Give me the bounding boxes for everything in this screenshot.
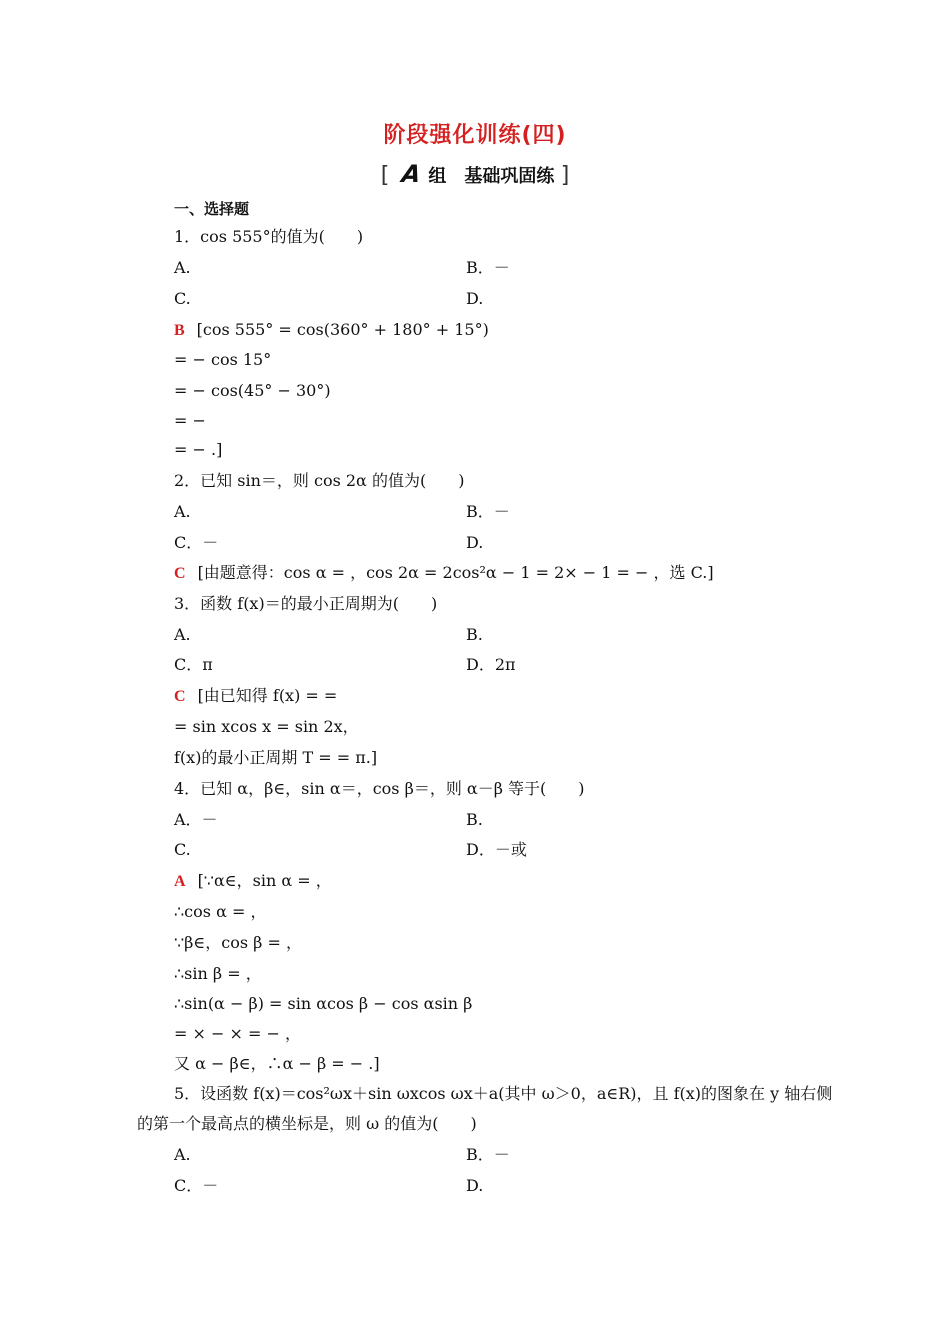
line-text: [∵α∈，sin α = ，	[197, 871, 332, 890]
text-line	[174, 902, 266, 924]
line-text: = − cos 15°	[174, 350, 272, 369]
line-text: C．－	[174, 1176, 219, 1195]
text-line	[174, 717, 359, 739]
text-line	[466, 289, 483, 311]
text-line	[174, 871, 332, 893]
answer-letter: A	[174, 873, 186, 890]
line-text: D．－或	[466, 840, 527, 859]
text-line	[174, 686, 337, 708]
line-text: B.	[466, 625, 483, 644]
line-text: 的第一个最高点的横坐标是，则 ω 的值为( )	[137, 1114, 477, 1133]
text-line	[174, 471, 464, 493]
text-line	[174, 227, 363, 249]
line-text: 又 α − β∈，∴α − β = − .]	[174, 1054, 380, 1073]
text-line	[174, 1054, 380, 1076]
line-text: = sin xcos x = sin 2x，	[174, 717, 359, 736]
line-text: A.	[174, 502, 191, 521]
bracket-right: ]	[560, 163, 570, 188]
text-line	[174, 533, 218, 555]
group-banner	[0, 160, 950, 188]
text-line	[174, 810, 218, 832]
text-line	[174, 502, 191, 524]
line-text: D.	[466, 533, 484, 552]
text-line	[174, 289, 191, 311]
answer-letter: C	[174, 565, 186, 582]
text-line	[174, 964, 262, 986]
line-text: f(x)的最小正周期 T = = π.]	[174, 748, 378, 767]
answer-letter: B	[174, 322, 185, 339]
text-line	[174, 748, 377, 770]
text-line	[466, 533, 483, 555]
text-line	[174, 440, 222, 462]
line-text: B．－	[466, 1145, 510, 1164]
text-line	[466, 502, 510, 524]
line-text: C.	[174, 840, 191, 859]
line-text: = − .]	[174, 440, 223, 459]
text-line	[174, 563, 714, 585]
text-line	[174, 994, 472, 1016]
line-text: C.	[174, 289, 191, 308]
page-title: 阶段强化训练(四)	[383, 123, 567, 148]
text-line	[466, 625, 483, 647]
line-text: B．－	[466, 258, 510, 277]
line-text: ∴cos α = ，	[174, 902, 267, 921]
text-line	[466, 258, 510, 280]
text-line	[174, 1024, 301, 1046]
line-text: D.	[466, 289, 484, 308]
line-text: 2．已知 sin＝，则 cos 2α 的值为( )	[174, 471, 465, 490]
line-text: C．－	[174, 533, 219, 552]
text-line	[466, 1145, 510, 1167]
text-line	[466, 1176, 483, 1198]
line-text: [由题意得：cos α = ，cos 2α = 2cos²α − 1 = 2× − 1 = − ，选 C.]	[197, 563, 714, 582]
bracket-left: [	[380, 163, 390, 188]
text-line	[174, 350, 271, 372]
text-line	[466, 655, 516, 677]
group-label: 组 基础巩固练	[428, 166, 555, 187]
line-text: ∴sin(α − β) = sin αcos β − cos αsin β	[174, 994, 473, 1013]
line-text: ∴sin β = ，	[174, 964, 262, 983]
line-text: [由已知得 f(x) = =	[197, 686, 338, 705]
line-text: = − cos(45° − 30°)	[174, 381, 331, 400]
text-line	[137, 1114, 477, 1136]
text-line	[174, 594, 437, 616]
answer-letter: C	[174, 688, 186, 705]
line-text: A.	[174, 1145, 191, 1164]
line-text: ∵β∈，cos β = ，	[174, 933, 302, 952]
line-text: A.	[174, 258, 191, 277]
text-line	[174, 655, 213, 677]
line-text: 3．函数 f(x)＝的最小正周期为( )	[174, 594, 438, 613]
line-text: 1．cos 555°的值为( )	[174, 227, 364, 246]
line-text: = × − × = − ，	[174, 1024, 301, 1043]
line-text: C．π	[174, 655, 213, 674]
text-line	[174, 1176, 218, 1198]
line-text: D．2π	[466, 655, 516, 674]
line-text: B．－	[466, 502, 510, 521]
text-line	[466, 840, 527, 862]
section-heading: 一、选择题	[174, 200, 250, 218]
line-text: 4．已知 α，β∈，sin α＝，cos β＝，则 α－β 等于( )	[174, 779, 585, 798]
text-line	[174, 779, 585, 801]
line-text: A.	[174, 625, 191, 644]
line-text: B.	[466, 810, 483, 829]
text-line	[174, 1145, 191, 1167]
text-line	[466, 810, 483, 832]
line-text: A．－	[174, 810, 218, 829]
text-line	[174, 411, 206, 433]
line-text: = −	[174, 411, 206, 430]
text-line	[174, 840, 191, 862]
group-letter: A	[399, 160, 423, 188]
text-line	[174, 320, 489, 342]
line-text: 5．设函数 f(x)＝cos²ωx＋sin ωxcos ωx＋a(其中 ω＞0，a∈R)，且 f(x)的图象在 y 轴右侧	[174, 1084, 833, 1103]
text-line	[174, 933, 302, 955]
line-text: D.	[466, 1176, 484, 1195]
text-line	[174, 625, 191, 647]
line-text: [cos 555° = cos(360° + 180° + 15°)	[196, 320, 489, 339]
text-line	[174, 258, 191, 280]
text-line	[174, 381, 331, 403]
text-line	[174, 1084, 832, 1106]
